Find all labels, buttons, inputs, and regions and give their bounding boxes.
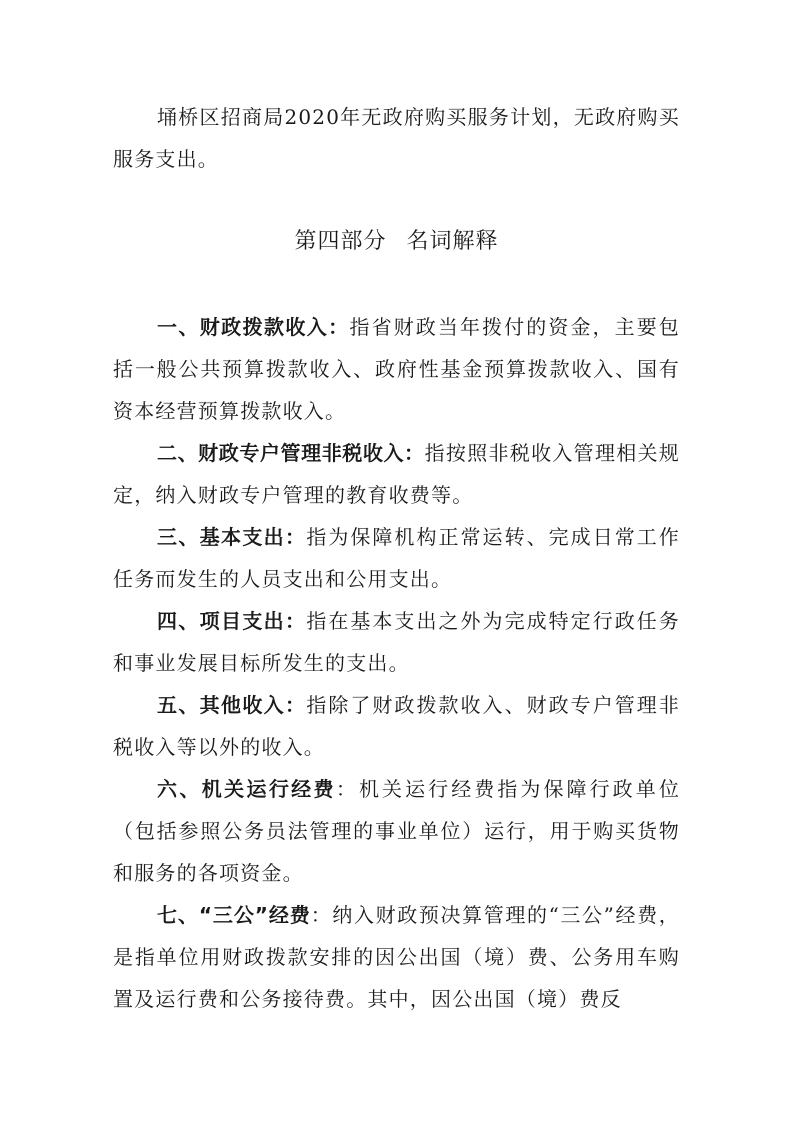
definition-term: 四、项目支出： bbox=[157, 609, 307, 633]
definition-text: 指省财政当年拨付的资金，主要包括一般公共预算拨款收入、政府性基金预算拨款收入、国有资本经营预算拨款收入。 bbox=[113, 315, 681, 423]
definition-6 bbox=[113, 768, 680, 894]
definition-term: 六、机关运行经费 bbox=[157, 777, 336, 801]
section-title: 名词解释 bbox=[406, 229, 499, 254]
section-part-label: 第四部分 bbox=[294, 229, 387, 254]
definition-3 bbox=[113, 516, 680, 600]
definition-term: 二、财政专户管理非税收入： bbox=[157, 441, 425, 465]
definition-text: ：机关运行经费指为保障行政单位（包括参照公务员法管理的事业单位）运行，用于购买货物和服务的各项资金。 bbox=[113, 777, 681, 885]
definition-text: 指为保障机构正常运转、完成日常工作任务而发生的人员支出和公用支出。 bbox=[113, 525, 680, 591]
definition-text: 指除了财政拨款收入、财政专户管理非税收入等以外的收入。 bbox=[113, 693, 680, 759]
definition-text: 指在基本支出之外为完成特定行政任务和事业发展目标所发生的支出。 bbox=[113, 609, 680, 675]
definition-term: 七、“三公”经费 bbox=[157, 903, 311, 927]
definition-1 bbox=[113, 306, 680, 432]
definition-term: 五、其他收入： bbox=[157, 693, 307, 717]
intro-paragraph: 埇桥区招商局2020年无政府购买服务计划，无政府购买服务支出。 bbox=[113, 105, 680, 171]
definition-text: 指按照非税收入管理相关规定，纳入财政专户管理的教育收费等。 bbox=[113, 441, 681, 507]
definition-term: 三、基本支出： bbox=[157, 525, 307, 549]
definition-5 bbox=[113, 684, 680, 768]
section-heading bbox=[0, 224, 793, 260]
definition-7 bbox=[113, 894, 680, 1020]
definition-2 bbox=[113, 432, 680, 516]
definition-term: 一、财政拨款收入： bbox=[157, 315, 350, 339]
definition-text: ：纳入财政预决算管理的“三公”经费，是指单位用财政拨款安排的因公出国（境）费、公务用车购置及运行费和公务接待费。其中，因公出国（境）费反 bbox=[113, 903, 680, 1011]
definition-4 bbox=[113, 600, 680, 684]
